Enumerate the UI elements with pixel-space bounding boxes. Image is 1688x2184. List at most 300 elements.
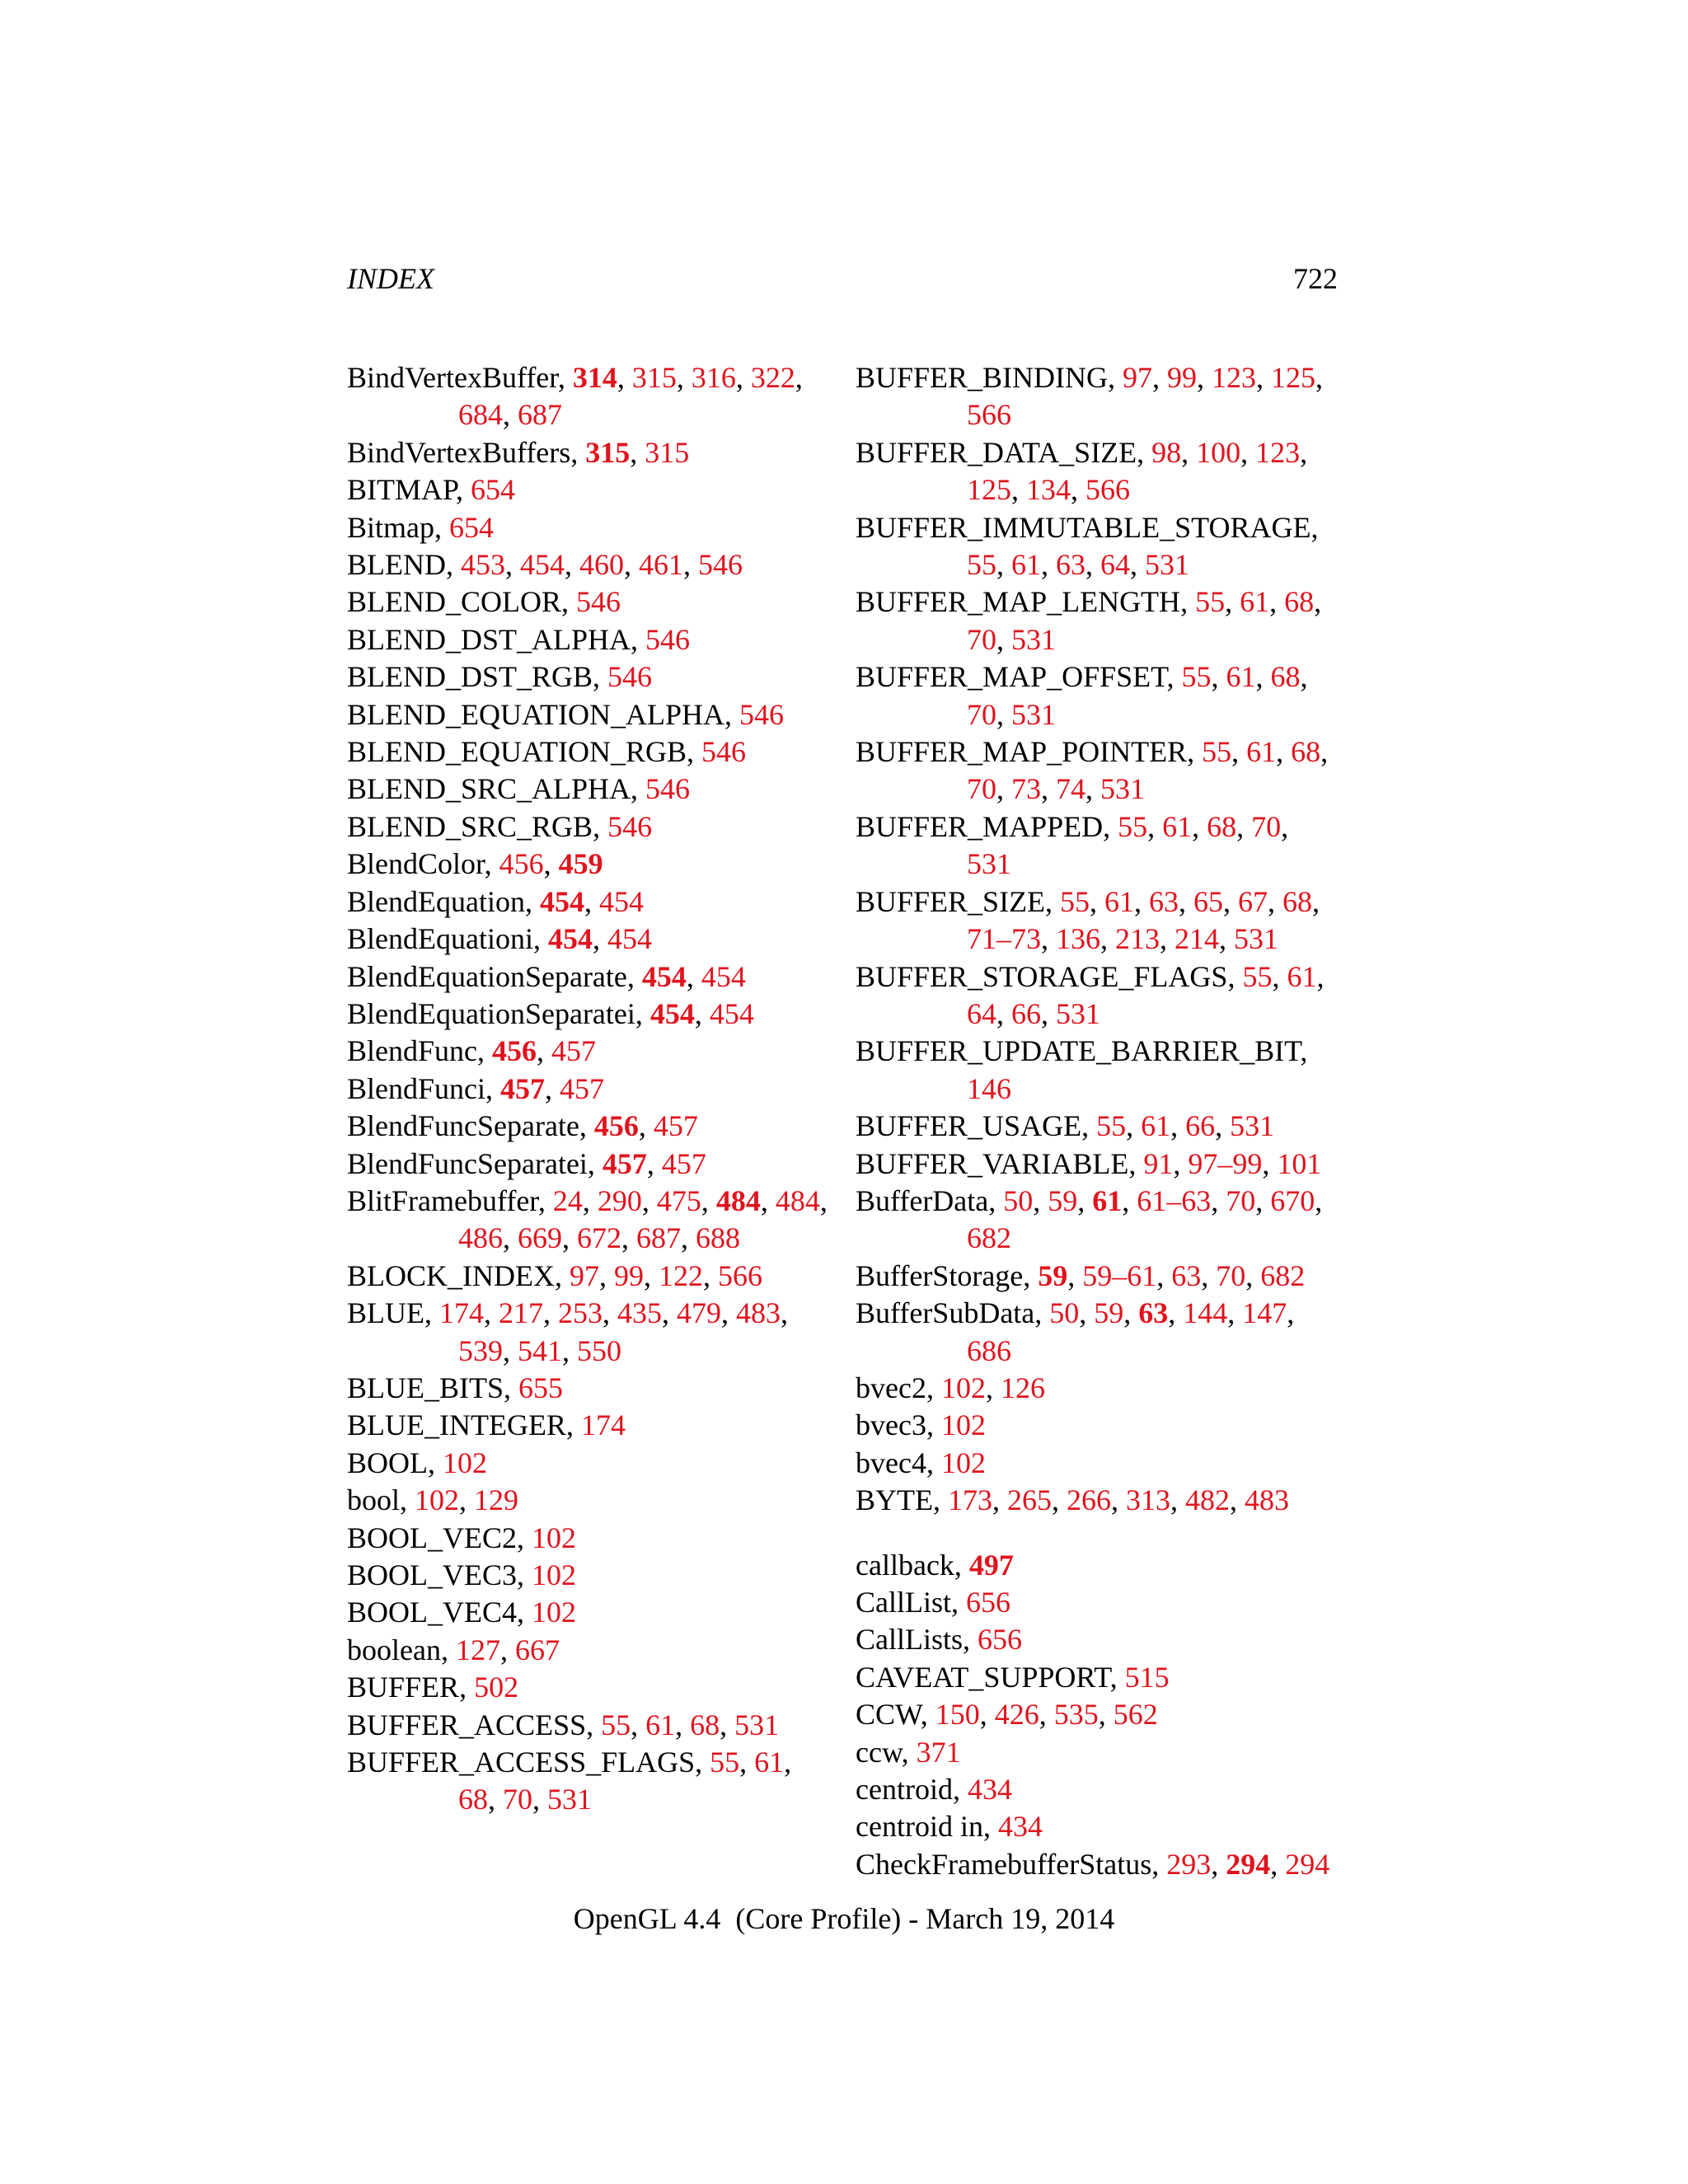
page-reference-link[interactable]: 24 (552, 1183, 583, 1217)
page-reference-link[interactable]: 55 (710, 1746, 740, 1779)
page-reference-link[interactable]: 454 (709, 996, 754, 1030)
page-reference-link[interactable]: 61 (1141, 1109, 1171, 1143)
page-reference-link[interactable]: 656 (966, 1586, 1010, 1619)
page-reference-link[interactable]: 687 (636, 1221, 681, 1255)
page-reference-link[interactable]: 454 (607, 922, 652, 956)
page-reference-link[interactable]: 454 (641, 959, 687, 993)
index-term: BUFFER_MAP_LENGTH (856, 585, 1181, 619)
index-entry: BOOL_VEC3, 102 (347, 1558, 576, 1591)
page-reference-link[interactable]: 546 (645, 622, 691, 656)
index-entry: BlendFuncSeparatei, 457, 457 (347, 1146, 706, 1180)
page-reference-link[interactable]: 126 (1000, 1371, 1045, 1404)
index-entry: BlitFramebuffer, 24, 290, 475, 484, 484, 486, 669, 672, 687, 688 (347, 1183, 828, 1255)
page-reference-link[interactable]: 68 (458, 1783, 488, 1816)
index-entry: BOOL_VEC4, 102 (347, 1596, 576, 1629)
page-reference-link[interactable]: 434 (967, 1773, 1012, 1807)
index-entry: BUFFER_BINDING, 97, 99, 123, 125, 566 (856, 361, 1324, 432)
page-reference-link[interactable]: 457 (653, 1109, 698, 1143)
page-reference-link[interactable]: 539 (458, 1333, 503, 1367)
page-reference-link[interactable]: 68 (690, 1708, 720, 1741)
page-reference-link[interactable]: 454 (649, 996, 695, 1030)
page-reference-link[interactable]: 566 (1085, 473, 1130, 507)
page-reference-link[interactable]: 454 (520, 548, 565, 582)
index-term: BufferData (856, 1183, 989, 1217)
index-entry: BufferSubData, 50, 59, 63, 144, 147, 686 (856, 1296, 1295, 1367)
page-reference-link[interactable]: 97 (569, 1258, 599, 1292)
page-reference-link[interactable]: 290 (597, 1183, 642, 1217)
index-entry: BlendEquation, 454, 454 (347, 884, 644, 918)
index-term: BUFFER_VARIABLE (856, 1146, 1129, 1180)
page-reference-link[interactable]: 123 (1255, 435, 1301, 469)
page-reference-link[interactable]: 293 (1166, 1847, 1212, 1881)
page-reference-link[interactable]: 55 (1242, 959, 1273, 993)
index-entry: bvec3, 102 (856, 1408, 986, 1442)
index-term: BLUE_BITS (347, 1371, 504, 1404)
page-reference-link[interactable]: 531 (1056, 996, 1100, 1030)
page-reference-link[interactable]: 656 (978, 1623, 1023, 1657)
index-term: BLUE_INTEGER (347, 1408, 566, 1442)
index-entry: BOOL_VEC2, 102 (347, 1521, 576, 1554)
page-reference-link[interactable]: 63 (1056, 548, 1085, 582)
index-term: BlendEquation (347, 884, 525, 918)
page-reference-link[interactable]: 55 (1202, 735, 1232, 769)
index-term: BlitFramebuffer (347, 1183, 538, 1217)
page-reference-link[interactable]: 70 (1251, 809, 1282, 843)
index-term: BindVertexBuffer (347, 361, 558, 394)
index-term: BUFFER_ACCESS (347, 1708, 587, 1741)
index-entry: BlendEquationSeparatei, 454, 454 (347, 996, 754, 1030)
page-reference-link[interactable]: 61 (1162, 809, 1193, 843)
index-entry: BLOCK_INDEX, 97, 99, 122, 566 (347, 1258, 762, 1292)
page-reference-link[interactable]: 67 (1238, 884, 1268, 918)
index-entry: CallList, 656 (856, 1586, 1010, 1619)
page-reference-link[interactable]: 461 (639, 548, 683, 582)
page-reference-link[interactable]: 68 (1270, 660, 1301, 694)
page-reference-link[interactable]: 122 (658, 1258, 703, 1292)
page-reference-link[interactable]: 686 (967, 1333, 1011, 1367)
index-entry: CheckFramebufferStatus, 293, 294, 294 (856, 1847, 1330, 1881)
page-reference-link[interactable]: 213 (1115, 922, 1160, 956)
page-reference-link[interactable]: 457 (560, 1071, 604, 1105)
page-reference-link[interactable]: 64 (967, 996, 996, 1030)
index-entry: BUFFER_ACCESS, 55, 61, 68, 531 (347, 1708, 780, 1741)
index-term: BlendFunc (347, 1034, 477, 1068)
index-term: bvec3 (856, 1408, 926, 1442)
index-entry: CAVEAT_SUPPORT, 515 (856, 1660, 1170, 1694)
index-term: BOOL_VEC3 (347, 1558, 517, 1591)
page-reference-link[interactable]: 59 (1038, 1258, 1068, 1292)
page-reference-link[interactable]: 266 (1067, 1483, 1111, 1517)
page-reference-link[interactable]: 63 (1171, 1258, 1202, 1292)
index-term: bool (347, 1483, 401, 1517)
page-reference-link[interactable]: 483 (736, 1296, 781, 1330)
page-reference-link[interactable]: 531 (1234, 922, 1278, 956)
page-reference-link[interactable]: 531 (1011, 697, 1056, 731)
index-entry: BUFFER_IMMUTABLE_STORAGE, 55, 61, 63, 64, 531 (856, 510, 1319, 582)
page-reference-link[interactable]: 102 (940, 1408, 986, 1442)
page-reference-link[interactable]: 456 (492, 1034, 537, 1068)
page-reference-link[interactable]: 70 (1226, 1183, 1256, 1217)
page-reference-link[interactable]: 173 (948, 1483, 992, 1517)
page-reference-link[interactable]: 531 (547, 1783, 592, 1816)
index-entry: BUFFER_UPDATE_BARRIER_BIT, 146 (856, 1034, 1308, 1105)
page-reference-link[interactable]: 127 (455, 1633, 500, 1666)
page-reference-link[interactable]: 66 (1011, 996, 1041, 1030)
page-reference-link[interactable]: 253 (558, 1296, 603, 1330)
page-reference-link[interactable]: 482 (1185, 1483, 1230, 1517)
index-entry: CallLists, 656 (856, 1623, 1023, 1657)
index-term: BUFFER_MAPPED (856, 809, 1104, 843)
page-reference-link[interactable]: 654 (471, 473, 516, 507)
index-entry: BufferStorage, 59, 59–61, 63, 70, 682 (856, 1258, 1306, 1292)
page-number: 722 (1293, 262, 1338, 295)
page-reference-link[interactable]: 61 (1104, 884, 1135, 918)
index-term: BYTE (856, 1483, 933, 1517)
page-reference-link[interactable]: 68 (1291, 735, 1321, 769)
index-entry: BLUE_BITS, 655 (347, 1371, 564, 1404)
page-reference-link[interactable]: 68 (1207, 809, 1237, 843)
index-term: Bitmap (347, 510, 434, 544)
page-reference-link[interactable]: 55 (601, 1708, 631, 1741)
index-entry: BlendFunci, 457, 457 (347, 1071, 604, 1105)
index-entry: BufferData, 50, 59, 61, 61–63, 70, 670, 682 (856, 1183, 1323, 1255)
page-reference-link[interactable]: 125 (1271, 361, 1316, 394)
index-term: centroid (856, 1773, 953, 1807)
page-reference-link[interactable]: 217 (499, 1296, 543, 1330)
page-reference-link[interactable]: 102 (532, 1558, 576, 1591)
page-reference-link[interactable]: 50 (1003, 1183, 1034, 1217)
page-reference-link[interactable]: 59 (1094, 1296, 1124, 1330)
index-entry: BUFFER_STORAGE_FLAGS, 55, 61, 64, 66, 531 (856, 959, 1325, 1030)
index-term: CheckFramebufferStatus (856, 1847, 1152, 1881)
page-reference-link[interactable]: 55 (967, 548, 996, 582)
page-reference-link[interactable]: 59–61 (1082, 1258, 1157, 1292)
page-reference-link[interactable]: 682 (1260, 1258, 1306, 1292)
page-reference-link[interactable]: 531 (1230, 1109, 1275, 1143)
page-reference-link[interactable]: 68 (1284, 585, 1315, 619)
page-reference-link[interactable]: 70 (503, 1783, 532, 1816)
page-reference-link[interactable]: 65 (1193, 884, 1224, 918)
index-entry: bool, 102, 129 (347, 1483, 519, 1517)
index-entry: BindVertexBuffer, 314, 315, 316, 322, 684, 687 (347, 361, 803, 432)
index-term: callback (856, 1548, 954, 1582)
page-reference-link[interactable]: 55 (1096, 1109, 1127, 1143)
page-reference-link[interactable]: 70 (967, 622, 996, 656)
index-term: BufferSubData (856, 1296, 1035, 1330)
page-reference-link[interactable]: 61 (754, 1746, 785, 1779)
page-reference-link[interactable]: 102 (940, 1371, 986, 1404)
index-entry: BLEND_SRC_RGB, 546 (347, 809, 653, 843)
page-reference-link[interactable]: 174 (439, 1296, 484, 1330)
page-reference-link[interactable]: 667 (514, 1633, 560, 1666)
page-reference-link[interactable]: 146 (967, 1071, 1011, 1105)
index-term: BLEND_EQUATION_RGB (347, 735, 687, 769)
index-term: BOOL_VEC2 (347, 1521, 517, 1554)
index-term: CallList (856, 1586, 951, 1619)
page-reference-link[interactable]: 687 (518, 398, 562, 432)
page-reference-link[interactable]: 483 (1245, 1483, 1289, 1517)
page-reference-link[interactable]: 371 (916, 1735, 961, 1769)
index-entry: BLUE, 174, 217, 253, 435, 479, 483, 539, 541, 550 (347, 1296, 788, 1367)
page-reference-link[interactable]: 475 (656, 1183, 701, 1217)
index-entry: BLEND_DST_RGB, 546 (347, 660, 653, 694)
page-reference-link[interactable]: 61 (1092, 1183, 1123, 1217)
index-term: bvec2 (856, 1371, 926, 1404)
page-reference-link[interactable]: 684 (458, 398, 503, 432)
index-term: BlendColor (347, 847, 485, 881)
page-reference-link[interactable]: 486 (458, 1221, 503, 1255)
page-reference-link[interactable]: 546 (738, 697, 784, 731)
index-entry: BUFFER_VARIABLE, 91, 97–99, 101 (856, 1146, 1322, 1180)
page-reference-link[interactable]: 315 (585, 435, 631, 469)
page-reference-link[interactable]: 497 (968, 1548, 1014, 1582)
page-reference-link[interactable]: 531 (734, 1708, 780, 1741)
page-reference-link[interactable]: 136 (1056, 922, 1100, 956)
page-reference-link[interactable]: 457 (661, 1146, 706, 1180)
index-entry: BlendColor, 456, 459 (347, 847, 603, 881)
index-entry: BLEND, 453, 454, 460, 461, 546 (347, 548, 743, 582)
page-reference-link[interactable]: 688 (696, 1221, 740, 1255)
page-reference-link[interactable]: 531 (1100, 772, 1145, 806)
page-reference-link[interactable]: 99 (1167, 361, 1198, 394)
page-reference-link[interactable]: 70 (967, 697, 996, 731)
index-term: CallLists (856, 1623, 964, 1657)
index-term: BUFFER_IMMUTABLE_STORAGE (856, 510, 1311, 544)
page-reference-link[interactable]: 61 (1011, 548, 1041, 582)
page-reference-link[interactable]: 63 (1149, 884, 1179, 918)
page-reference-link[interactable]: 566 (967, 398, 1011, 432)
page-reference-link[interactable]: 454 (547, 922, 593, 956)
index-term: BufferStorage (856, 1258, 1024, 1292)
page-reference-link[interactable]: 546 (607, 660, 653, 694)
page-reference-link[interactable]: 150 (935, 1698, 980, 1732)
page-reference-link[interactable]: 102 (532, 1521, 576, 1554)
index-entry: BLEND_COLOR, 546 (347, 585, 621, 619)
index-term: BLEND_SRC_RGB (347, 809, 593, 843)
index-term: BUFFER_USAGE (856, 1109, 1082, 1143)
index-term: bvec4 (856, 1446, 926, 1479)
page-reference-link[interactable]: 315 (645, 435, 690, 469)
page-reference-link[interactable]: 479 (677, 1296, 721, 1330)
page-reference-link[interactable]: 73 (1011, 772, 1041, 806)
index-entry: BUFFER_MAPPED, 55, 61, 68, 70, 531 (856, 809, 1289, 881)
page-reference-link[interactable]: 134 (1026, 473, 1071, 507)
index-term: BOOL (347, 1446, 428, 1479)
page-reference-link[interactable]: 460 (579, 548, 624, 582)
index-term: BUFFER_MAP_POINTER (856, 735, 1188, 769)
index-term: BUFFER_DATA_SIZE (856, 435, 1137, 469)
page-reference-link[interactable]: 435 (617, 1296, 662, 1330)
page-reference-link[interactable]: 669 (518, 1221, 562, 1255)
page-reference-link[interactable]: 484 (775, 1183, 820, 1217)
page-reference-link[interactable]: 434 (997, 1810, 1043, 1844)
page-reference-link[interactable]: 55 (1181, 660, 1212, 694)
index-term: BLOCK_INDEX (347, 1258, 555, 1292)
index-entry: BLEND_DST_ALPHA, 546 (347, 622, 691, 656)
page-reference-link[interactable]: 50 (1049, 1296, 1080, 1330)
index-term: BUFFER_MAP_OFFSET (856, 660, 1167, 694)
page-reference-link[interactable]: 313 (1126, 1483, 1170, 1517)
index-entry: BUFFER_DATA_SIZE, 98, 100, 123, 125, 134, 566 (856, 435, 1308, 507)
page-reference-link[interactable]: 59 (1048, 1183, 1078, 1217)
page-reference-link[interactable]: 101 (1277, 1146, 1322, 1180)
index-entry: bvec2, 102, 126 (856, 1371, 1045, 1404)
page-reference-link[interactable]: 682 (967, 1221, 1011, 1255)
index-term: BlendEquationSeparate (347, 959, 627, 993)
page-reference-link[interactable]: 100 (1196, 435, 1241, 469)
page-reference-link[interactable]: 55 (1060, 884, 1090, 918)
index-entry: BLEND_SRC_ALPHA, 546 (347, 772, 691, 806)
page-reference-link[interactable]: 55 (1118, 809, 1148, 843)
index-entry: Bitmap, 654 (347, 510, 494, 544)
index-term: BlendFuncSeparate (347, 1109, 579, 1143)
page-reference-link[interactable]: 91 (1143, 1146, 1174, 1180)
page-reference-link[interactable]: 144 (1183, 1296, 1228, 1330)
page-reference-link[interactable]: 70 (1216, 1258, 1246, 1292)
page-reference-link[interactable]: 453 (461, 548, 505, 582)
page-reference-link[interactable]: 102 (415, 1483, 460, 1517)
page-reference-link[interactable]: 97 (1123, 361, 1153, 394)
page-reference-link[interactable]: 502 (474, 1671, 519, 1704)
page-reference-link[interactable]: 459 (558, 847, 603, 881)
page-reference-link[interactable]: 61 (1246, 735, 1277, 769)
page-reference-link[interactable]: 672 (577, 1221, 621, 1255)
page-reference-link[interactable]: 61 (1226, 660, 1256, 694)
page-reference-link[interactable]: 315 (631, 361, 677, 394)
page-reference-link[interactable]: 322 (750, 361, 795, 394)
index-term: BLEND_DST_ALPHA (347, 622, 631, 656)
page-reference-link[interactable]: 562 (1113, 1698, 1158, 1732)
index-entry: callback, 497 (856, 1548, 1014, 1582)
index-term: BLEND_DST_RGB (347, 660, 593, 694)
page-reference-link[interactable]: 66 (1185, 1109, 1216, 1143)
page-reference-link[interactable]: 456 (593, 1109, 639, 1143)
index-term: BlendEquationi (347, 922, 533, 956)
page-reference-link[interactable]: 457 (551, 1034, 596, 1068)
index-term: CCW (856, 1698, 921, 1732)
index-term: BLEND_COLOR (347, 585, 561, 619)
index-term: BLUE (347, 1296, 424, 1330)
index-entry: centroid, 434 (856, 1773, 1012, 1807)
index-entry: BLUE_INTEGER, 174 (347, 1408, 626, 1442)
page-reference-link[interactable]: 102 (443, 1446, 487, 1479)
page-reference-link[interactable]: 147 (1242, 1296, 1287, 1330)
page-reference-link[interactable]: 294 (1285, 1847, 1330, 1881)
page-reference-link[interactable]: 63 (1138, 1296, 1169, 1330)
index-entry: BOOL, 102 (347, 1446, 487, 1479)
page-footer: OpenGL 4.4 (Core Profile) - March 19, 2014 (573, 1902, 1115, 1935)
page-reference-link[interactable]: 456 (499, 847, 544, 881)
page-reference-link[interactable]: 546 (645, 772, 691, 806)
page-reference-link[interactable]: 546 (607, 809, 653, 843)
page-reference-link[interactable]: 174 (580, 1408, 626, 1442)
index-entry: BlendEquationSeparate, 454, 454 (347, 959, 746, 993)
index-column-left (347, 359, 829, 1819)
page-reference-link[interactable]: 457 (500, 1071, 545, 1105)
page-reference-link[interactable]: 426 (994, 1698, 1039, 1732)
page-reference-link[interactable]: 655 (518, 1371, 564, 1404)
page-reference-link[interactable]: 546 (701, 735, 746, 769)
page-reference-link[interactable]: 98 (1151, 435, 1182, 469)
running-header-title: INDEX (347, 262, 434, 295)
page-reference-link[interactable]: 316 (691, 361, 736, 394)
page-reference-link[interactable]: 314 (572, 361, 617, 394)
index-entry: BLEND_EQUATION_RGB, 546 (347, 735, 746, 769)
page-reference-link[interactable]: 546 (698, 548, 743, 582)
index-term: BlendFuncSeparatei (347, 1146, 588, 1180)
index-column-right (856, 359, 1338, 1883)
page-reference-link[interactable]: 125 (967, 473, 1011, 507)
page-reference-link[interactable]: 550 (577, 1333, 621, 1367)
page-reference-link[interactable]: 541 (518, 1333, 562, 1367)
index-term: BOOL_VEC4 (347, 1596, 517, 1629)
page-reference-link[interactable]: 55 (1195, 585, 1226, 619)
page-reference-link[interactable]: 129 (474, 1483, 519, 1517)
page-reference-link[interactable]: 71–73 (967, 922, 1041, 956)
page-reference-link[interactable]: 61 (1287, 959, 1317, 993)
page-reference-link[interactable]: 102 (532, 1596, 576, 1629)
page-reference-link[interactable]: 97–99 (1188, 1146, 1263, 1180)
index-entry: ccw, 371 (856, 1735, 961, 1769)
page-reference-link[interactable]: 68 (1282, 884, 1313, 918)
page-reference-link[interactable]: 265 (1007, 1483, 1052, 1517)
page-reference-link[interactable]: 531 (1011, 622, 1056, 656)
page-reference-link[interactable]: 61 (645, 1708, 676, 1741)
page-reference-link[interactable]: 454 (598, 884, 644, 918)
index-term: BLEND (347, 548, 446, 582)
page-reference-link[interactable]: 535 (1053, 1698, 1099, 1732)
index-term: CAVEAT_SUPPORT (856, 1660, 1110, 1694)
page-reference-link[interactable]: 214 (1175, 922, 1219, 956)
index-entry: BlendEquationi, 454, 454 (347, 922, 652, 956)
index-term: BUFFER_ACCESS_FLAGS (347, 1746, 696, 1779)
page-reference-link[interactable]: 546 (576, 585, 621, 619)
index-term: BUFFER_BINDING (856, 361, 1109, 394)
index-entry: BlendFuncSeparate, 456, 457 (347, 1109, 698, 1143)
page-reference-link[interactable]: 566 (717, 1258, 762, 1292)
index-entry: BUFFER, 502 (347, 1671, 519, 1704)
index-term: BLEND_SRC_ALPHA (347, 772, 631, 806)
page-reference-link[interactable]: 454 (701, 959, 746, 993)
page-reference-link[interactable]: 64 (1100, 548, 1130, 582)
page-reference-link[interactable]: 515 (1124, 1660, 1170, 1694)
index-term: BlendFunci (347, 1071, 485, 1105)
page-reference-link[interactable]: 70 (967, 772, 996, 806)
page-reference-link[interactable]: 654 (449, 510, 494, 544)
index-entry: BUFFER_ACCESS_FLAGS, 55, 61, 68, 70, 531 (347, 1746, 792, 1816)
page-reference-link[interactable]: 294 (1226, 1847, 1271, 1881)
index-entry: BUFFER_MAP_POINTER, 55, 61, 68, 70, 73, 74, 531 (856, 735, 1329, 806)
page-reference-link[interactable]: 74 (1056, 772, 1085, 806)
index-entry: BUFFER_SIZE, 55, 61, 63, 65, 67, 68, 71–73, 136, 213, 214, 531 (856, 884, 1320, 956)
page-reference-link[interactable]: 61 (1240, 585, 1270, 619)
index-term: boolean (347, 1633, 441, 1666)
page-reference-link[interactable]: 670 (1270, 1183, 1315, 1217)
page-reference-link[interactable]: 531 (967, 847, 1011, 881)
page-reference-link[interactable]: 457 (602, 1146, 647, 1180)
index-term: BUFFER (347, 1671, 460, 1704)
page-reference-link[interactable]: 99 (613, 1258, 644, 1292)
index-term: BindVertexBuffers (347, 435, 571, 469)
page-reference-link[interactable]: 102 (940, 1446, 986, 1479)
page-reference-link[interactable]: 454 (539, 884, 584, 918)
page-reference-link[interactable]: 484 (715, 1183, 761, 1217)
page-reference-link[interactable]: 123 (1212, 361, 1257, 394)
page-reference-link[interactable]: 61–63 (1137, 1183, 1212, 1217)
page-reference-link[interactable]: 531 (1145, 548, 1189, 582)
index-entry: centroid in, 434 (856, 1810, 1043, 1844)
index-entry: boolean, 127, 667 (347, 1633, 560, 1666)
